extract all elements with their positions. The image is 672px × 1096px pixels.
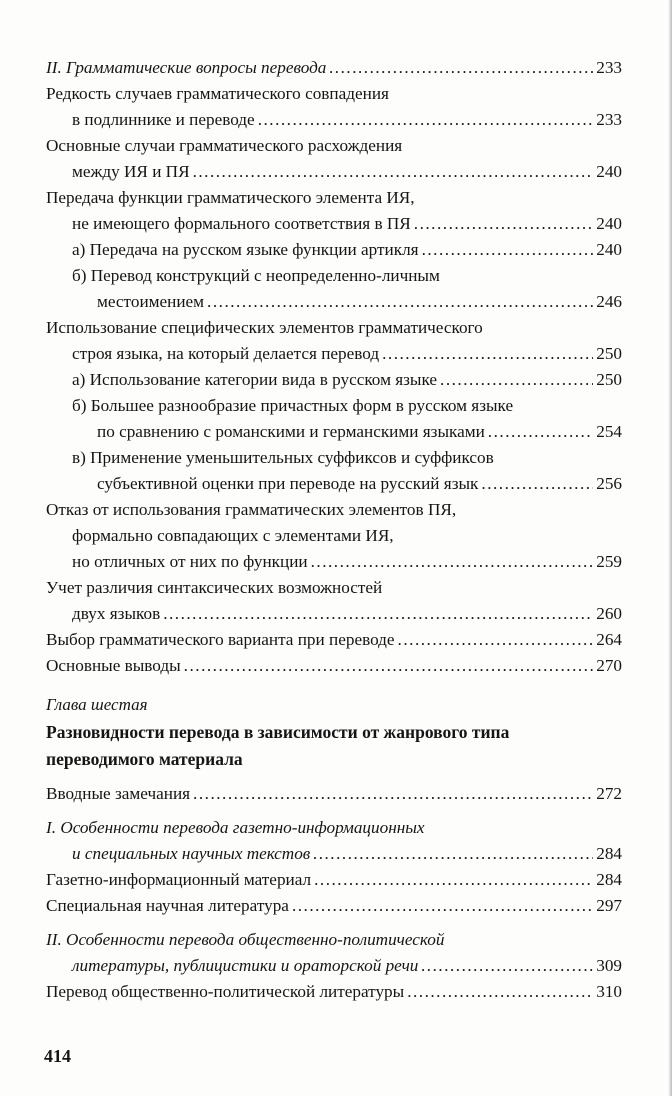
toc-entry-title: Основные случаи грамматического расхождения: [46, 136, 403, 155]
toc-page-number: 260: [596, 604, 622, 623]
table-of-contents: [46, 55, 622, 1005]
dot-leader: [207, 289, 593, 315]
toc-entry-title: субъективной оценки при переводе на русский язык: [97, 474, 479, 493]
dot-leader: [422, 237, 594, 263]
toc-entry: [46, 653, 622, 679]
toc-entry: [46, 393, 622, 445]
toc-page-number: 259: [596, 552, 622, 571]
toc-entry: [46, 979, 622, 1005]
toc-entry-title: Газетно-информационный материал: [46, 870, 312, 889]
dot-leader: [488, 419, 593, 445]
toc-page-number: 284: [596, 870, 622, 889]
toc-entry-line: [46, 575, 622, 601]
toc-page-number: 270: [596, 656, 622, 675]
toc-entry-line: [46, 341, 622, 367]
toc-page-number: 284: [596, 844, 622, 863]
toc-section-genres: [46, 781, 622, 1005]
toc-entry-title: местоимением: [97, 292, 205, 311]
toc-entry-title: а) Использование категории вида в русском языке: [72, 370, 438, 389]
toc-entry-line: [46, 471, 622, 497]
toc-section-grammar: [46, 55, 622, 679]
toc-page-number: 256: [596, 474, 622, 493]
toc-entry-line: [46, 867, 622, 893]
dot-leader: [421, 953, 593, 979]
toc-entry-title: в) Применение уменьшительных суффиксов и суффиксов: [72, 448, 494, 467]
dot-leader: [292, 893, 593, 919]
toc-entry-title: формально совпадающих с элементами ИЯ,: [72, 526, 394, 545]
toc-entry-line: [46, 815, 622, 841]
toc-entry-line: [46, 927, 622, 953]
toc-entry-line: [46, 445, 622, 471]
toc-entry-title: Отказ от использования грамматических элементов ПЯ,: [46, 500, 457, 519]
toc-entry-line: [46, 55, 622, 81]
toc-entry-title: Выбор грамматического варианта при переводе: [46, 630, 395, 649]
toc-entry-line: [46, 979, 622, 1005]
chapter-title: Разновидности перевода в зависимости от жанрового типа переводимого материала: [46, 722, 510, 769]
page-number: 414: [44, 1046, 71, 1066]
toc-entry: [46, 315, 622, 367]
toc-entry: [46, 497, 622, 575]
toc-entry-title: Использование специфических элементов грамматического: [46, 318, 483, 337]
toc-entry-line: [46, 523, 622, 549]
toc-page-number: 240: [596, 162, 622, 181]
toc-page-number: 264: [596, 630, 622, 649]
toc-entry-title: не имеющего формального соответствия в ПЯ: [72, 214, 411, 233]
dot-leader: [382, 341, 593, 367]
toc-entry-line: [46, 781, 622, 807]
toc-entry-line: [46, 653, 622, 679]
toc-entry: [46, 893, 622, 919]
toc-entry-line: [46, 497, 622, 523]
toc-entry-line: [46, 367, 622, 393]
toc-entry-line: [46, 893, 622, 919]
dot-leader: [414, 211, 593, 237]
toc-entry-line: [46, 81, 622, 107]
toc-entry: [46, 133, 622, 185]
toc-page-number: 297: [596, 896, 622, 915]
toc-entry-title: Перевод общественно-политической литературы: [46, 982, 405, 1001]
toc-entry: [46, 81, 622, 133]
dot-leader: [184, 653, 594, 679]
dot-leader: [258, 107, 594, 133]
toc-entry: [46, 237, 622, 263]
toc-entry: [46, 367, 622, 393]
scan-edge: [668, 0, 672, 1096]
toc-page-number: 250: [596, 344, 622, 363]
toc-entry-line: [46, 289, 622, 315]
toc-entry-line: [46, 315, 622, 341]
toc-entry-line: [46, 107, 622, 133]
toc-entry: [46, 445, 622, 497]
toc-entry-title: по сравнению с романскими и германскими языками: [97, 422, 485, 441]
toc-entry-title: Передача функции грамматического элемента ИЯ,: [46, 188, 415, 207]
toc-entry: [46, 781, 622, 807]
toc-page-number: 233: [596, 58, 622, 77]
toc-entry-line: [46, 185, 622, 211]
toc-entry-title: Редкость случаев грамматического совпадения: [46, 84, 389, 103]
toc-entry-title: II. Особенности перевода общественно-политической: [46, 930, 445, 949]
toc-entry: [46, 263, 622, 315]
toc-entry-title: Специальная научная литература: [46, 896, 289, 915]
toc-entry-title: б) Перевод конструкций с неопределенно-личным: [72, 266, 440, 285]
toc-entry-title: а) Передача на русском языке функции артикля: [72, 240, 419, 259]
toc-entry-title: I. Особенности перевода газетно-информационных: [46, 818, 425, 837]
toc-page-number: 240: [596, 240, 622, 259]
toc-entry: [46, 185, 622, 237]
toc-entry-title: Основные выводы: [46, 656, 181, 675]
dot-leader: [313, 841, 593, 867]
toc-entry-line: [46, 549, 622, 575]
toc-entry: [46, 867, 622, 893]
toc-entry-line: [46, 841, 622, 867]
toc-entry-line: [46, 237, 622, 263]
toc-entry-title: Учет различия синтаксических возможностей: [46, 578, 383, 597]
toc-entry-line: [46, 601, 622, 627]
toc-entry-line: [46, 211, 622, 237]
toc-entry-title: и специальных научных текстов: [72, 844, 311, 863]
toc-entry-title: в подлиннике и переводе: [72, 110, 255, 129]
toc-page-number: 310: [596, 982, 622, 1001]
dot-leader: [193, 781, 593, 807]
dot-leader: [398, 627, 594, 653]
toc-entry-title: литературы, публицистики и ораторской речи: [72, 956, 419, 975]
toc-entry-title: двух языков: [72, 604, 161, 623]
dot-leader: [481, 471, 593, 497]
toc-page-number: 246: [596, 292, 622, 311]
dot-leader: [193, 159, 594, 185]
toc-page-number: 250: [596, 370, 622, 389]
toc-entry-line: [46, 133, 622, 159]
toc-entry-title: б) Большее разнообразие причастных форм в русском языке: [72, 396, 514, 415]
dot-leader: [163, 601, 593, 627]
toc-entry-line: [46, 263, 622, 289]
toc-entry: [46, 575, 622, 627]
toc-entry-title: между ИЯ и ПЯ: [72, 162, 190, 181]
toc-entry-title: строя языка, на который делается перевод: [72, 344, 380, 363]
toc-page-number: 233: [596, 110, 622, 129]
dot-leader: [314, 867, 593, 893]
toc-page-number: 240: [596, 214, 622, 233]
dot-leader: [440, 367, 593, 393]
toc-entry: [46, 927, 622, 979]
toc-page-number: 309: [596, 956, 622, 975]
toc-entry: [46, 627, 622, 653]
toc-page-number: 272: [596, 784, 622, 803]
toc-entry-title: но отличных от них по функции: [72, 552, 308, 571]
toc-page-number: 254: [596, 422, 622, 441]
dot-leader: [407, 979, 593, 1005]
toc-entry-line: [46, 953, 622, 979]
toc-entry-line: [46, 419, 622, 445]
toc-entry-line: [46, 159, 622, 185]
toc-entry-line: [46, 393, 622, 419]
toc-entry-title: II. Грамматические вопросы перевода: [46, 58, 327, 77]
toc-entry-line: [46, 627, 622, 653]
toc-entry: [46, 815, 622, 867]
toc-entry-title: Вводные замечания: [46, 784, 191, 803]
chapter-label: Глава шестая: [46, 695, 148, 714]
dot-leader: [329, 55, 593, 81]
toc-entry: [46, 55, 622, 81]
dot-leader: [311, 549, 594, 575]
